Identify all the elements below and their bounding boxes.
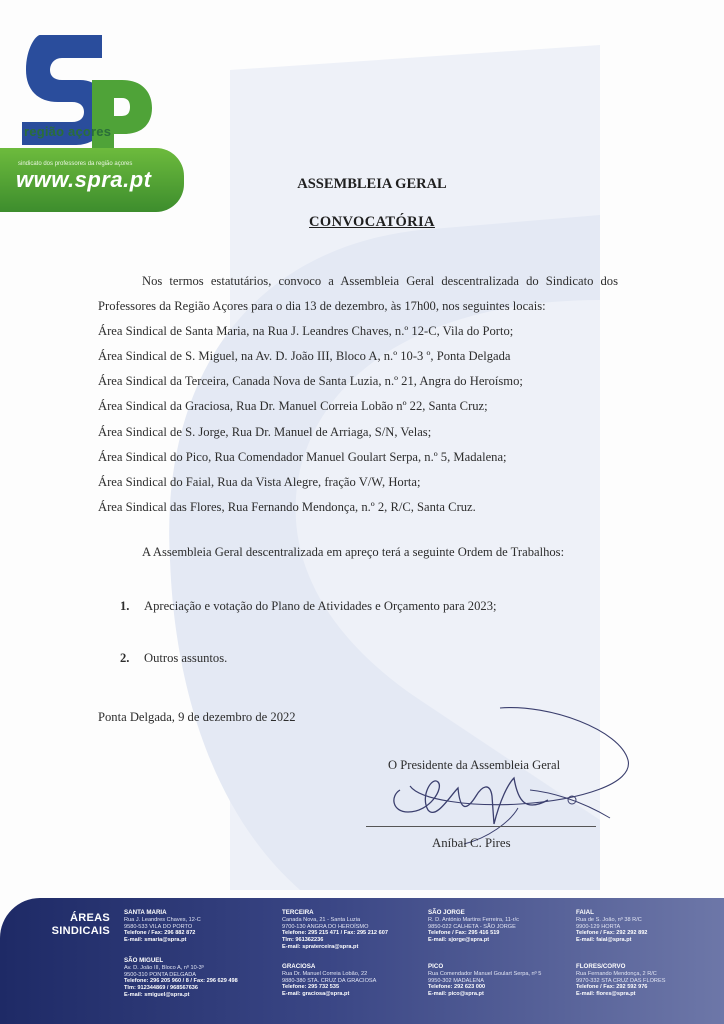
office-postcode: 9950-302 MADALENA	[428, 977, 484, 984]
footer-heading-line2: SINDICAIS	[51, 925, 110, 937]
office-phone: Telefone / Fax: 296 882 872	[124, 930, 196, 937]
banner-subtitle: sindicato dos professores da região açores	[18, 161, 133, 167]
office-phone: Telefone / Fax: 292 592 976	[576, 984, 648, 991]
location-item: Área Sindical do Faial, Rua da Vista Alegre, fração V/W, Horta;	[98, 474, 421, 489]
location-item: Área Sindical de Santa Maria, na Rua J. Leandres Chaves, n.º 12-C, Vila do Porto;	[98, 324, 514, 339]
office-address: Rua Comendador Manuel Goulart Serpa, nº 5	[428, 970, 542, 977]
office-email[interactable]: E-mail: faial@spra.pt	[576, 937, 632, 944]
office-phone: Telefone / Fax: 295 416 519	[428, 930, 500, 937]
agenda-item-text: Apreciação e votação do Plano de Atividades e Orçamento para 2023;	[144, 599, 497, 613]
office-postcode: 9850-022 CALHETA - SÃO JORGE	[428, 923, 516, 930]
office-pico	[428, 964, 541, 998]
document-subtitle: CONVOCATÓRIA	[309, 214, 435, 230]
footer-heading	[48, 912, 110, 938]
intro-and-locations	[98, 269, 618, 520]
agenda-item	[120, 599, 497, 614]
office-address: Canada Nova, 21 - Santa Luzia	[282, 916, 361, 923]
office-flores-corvo	[576, 964, 665, 998]
office-name: SÃO MIGUEL	[124, 957, 164, 964]
office-phone: Telefone: 295 215 471 / Fax: 295 212 607	[282, 930, 388, 937]
office-address: Rua J. Leandres Chaves, 12-C	[124, 916, 201, 923]
office-email[interactable]: E-mail: smiguel@spra.pt	[124, 991, 190, 998]
office-postcode: 9700-130 ANGRA DO HEROÍSMO	[282, 923, 369, 930]
office-terceira	[282, 910, 388, 951]
office-email[interactable]: E-mail: graciosa@spra.pt	[282, 991, 350, 998]
office-address: Rua de S. João, nº 38 R/C	[576, 916, 642, 923]
signature-line	[366, 826, 596, 827]
office-email[interactable]: E-mail: sjorge@spra.pt	[428, 937, 490, 944]
office-name: SANTA MARIA	[124, 909, 167, 916]
office-postcode: 9970-332 STA CRUZ DAS FLORES	[576, 977, 666, 984]
office-phone: Telefone / Fax: 292 292 892	[576, 930, 648, 937]
signatory-name: Aníbal C. Pires	[432, 836, 511, 850]
office-name: FLORES/CORVO	[576, 963, 626, 970]
intro-paragraph: Nos termos estatutários, convoco a Assembleia Geral descentralizada do Sindicato dos Professores da Região Açores para o dia 13 de dezembro, às 17h00, nos seguintes locais:	[98, 274, 618, 314]
office-graciosa	[282, 964, 376, 998]
signature-stroke	[394, 778, 548, 824]
office-sao-jorge	[428, 910, 519, 944]
location-item: Área Sindical de S. Jorge, Rua Dr. Manuel de Arriaga, S/N, Velas;	[98, 424, 432, 439]
office-name: FAIAL	[576, 909, 594, 916]
office-address: Rua Fernando Mendonça, 2 R/C	[576, 970, 657, 977]
location-item: Área Sindical das Flores, Rua Fernando Mendonça, n.º 2, R/C, Santa Cruz.	[98, 499, 476, 514]
office-postcode: 9580-533 VILA DO PORTO	[124, 923, 193, 930]
location-item: Área Sindical do Pico, Rua Comendador Manuel Goulart Serpa, n.º 5, Madalena;	[98, 449, 507, 464]
agenda-item-number: 1.	[120, 599, 130, 613]
agenda-intro: A Assembleia Geral descentralizada em apreço terá a seguinte Ordem de Trabalhos:	[142, 545, 565, 559]
website-url[interactable]: www.spra.pt	[16, 167, 152, 192]
office-postcode: 9900-129 HORTA	[576, 923, 621, 930]
logo-tagline: região açores	[24, 124, 112, 139]
office-phone: Telefone: 292 623 000	[428, 984, 486, 991]
office-email[interactable]: E-mail: flores@spra.pt	[576, 991, 636, 998]
office-postcode: 9880-380 STA. CRUZ DA GRACIOSA	[282, 977, 377, 984]
footer-heading-line1: ÁREAS	[69, 912, 110, 924]
signature-flourish-loop	[410, 708, 628, 805]
location-item: Área Sindical de S. Miguel, na Av. D. João III, Bloco A, n.º 10-3 º, Ponta Delgada	[98, 349, 511, 364]
office-email[interactable]: E-mail: smaria@spra.pt	[124, 937, 187, 944]
office-mobile: Tlm: 912344869 / 968567636	[124, 985, 199, 992]
agenda-item-number: 2.	[120, 651, 130, 665]
office-address: R. D. António Martins Ferreira, 11-r/c	[428, 916, 519, 923]
location-item: Área Sindical da Terceira, Canada Nova de Santa Luzia, n.º 21, Angra do Heroísmo;	[98, 374, 523, 389]
handwritten-signature	[380, 700, 640, 850]
office-address: Rua Dr. Manuel Correia Lobão, 22	[282, 970, 368, 977]
office-santa-maria	[124, 910, 201, 944]
office-phone: Telefone: 295 732 535	[282, 984, 340, 991]
agenda-item-text: Outros assuntos.	[144, 651, 228, 665]
office-phone: Telefone: 296 205 960 / 8 / Fax: 296 629 498	[124, 978, 238, 985]
office-sao-miguel	[124, 958, 238, 999]
document-title: ASSEMBLEIA GERAL	[297, 176, 447, 192]
office-email[interactable]: E-mail: pico@spra.pt	[428, 991, 484, 998]
agenda-item	[120, 651, 227, 666]
office-postcode: 9500-310 PONTA DELGADA	[124, 971, 197, 978]
footer-offices	[0, 898, 724, 1024]
office-address: Av. D. João III, Bloco A, nº 10-3º	[124, 964, 204, 971]
office-email[interactable]: E-mail: spraterceira@spra.pt	[282, 943, 359, 950]
office-name: GRACIOSA	[282, 963, 316, 970]
office-name: SÃO JORGE	[428, 909, 465, 916]
office-faial	[576, 910, 647, 944]
office-name: PICO	[428, 963, 444, 970]
office-name: TERCEIRA	[282, 909, 314, 916]
location-item: Área Sindical da Graciosa, Rua Dr. Manuel Correia Lobão nº 22, Santa Cruz;	[98, 399, 488, 414]
place-and-date: Ponta Delgada, 9 de dezembro de 2022	[98, 710, 296, 724]
signatory-role: O Presidente da Assembleia Geral	[388, 758, 561, 772]
office-mobile: Tlm: 961362236	[282, 937, 324, 944]
